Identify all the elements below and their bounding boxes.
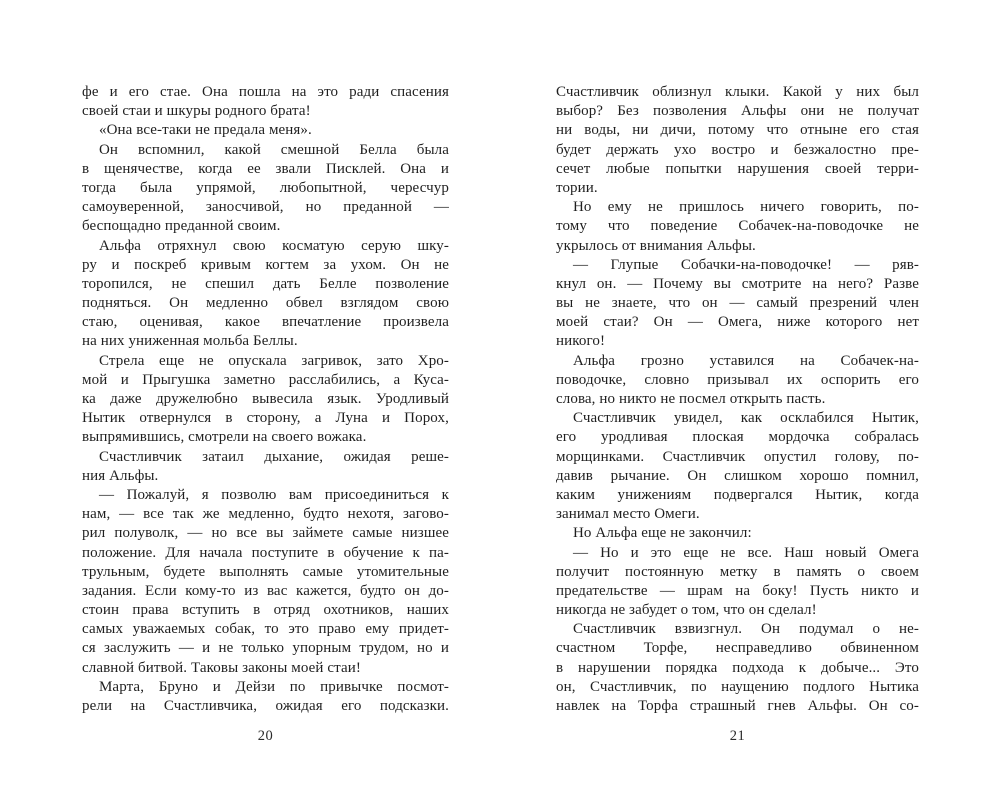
text-line: Стрела еще не опускала загривок, зато Хро- — [99, 352, 449, 369]
paragraph — [82, 121, 449, 140]
text-line: — Но и это еще не все. Наш новый Омега — [573, 544, 919, 561]
paragraph — [82, 83, 449, 121]
text-line: ка даже дружелюбно вывесила язык. Уродливый — [82, 391, 449, 407]
page-right — [500, 0, 1000, 808]
paragraph — [556, 256, 919, 352]
text-line: фе и его стае. Она пошла на это ради спасения — [82, 84, 449, 100]
text-line: поводочке, словно призывал их оспорить его — [556, 371, 919, 388]
text-line: своей стаи и шкуры родного брата! — [82, 103, 311, 120]
text-line: на них униженная мольба Беллы. — [82, 333, 298, 350]
text-line: сечет любые попытки нарушения своей терри- — [556, 160, 919, 177]
text-line: — Пожалуй, я позволю вам присоединиться к — [99, 486, 449, 503]
paragraph — [82, 352, 449, 448]
text-line: выпрямившись, смотрели на своего вожака. — [82, 429, 367, 446]
text-line: кнул он. — Почему вы смотрите на него? Разве — [556, 275, 919, 292]
text-line: беспощадно преданной своим. — [82, 218, 281, 235]
text-line: Марта, Бруно и Дейзи по привычке посмот- — [99, 678, 449, 695]
text-line: навлек на Торфа страшный гнев Альфы. Он со- — [556, 698, 919, 714]
text-line: стаю, оценивая, какое впечатление произвела — [82, 314, 449, 331]
text-line: в щенячестве, когда ее звали Писклей. Она и — [82, 160, 449, 177]
text-line: ся заслужить — и не только упорным трудом, но и — [82, 640, 449, 657]
text-line: каким унижениям подвергался Нытик, когда — [556, 486, 919, 503]
text-line: «Она все-таки не предала меня». — [99, 122, 312, 139]
paragraph — [82, 448, 449, 486]
text-line: Он вспомнил, какой смешной Белла была — [99, 141, 449, 158]
paragraph — [556, 409, 919, 524]
text-line: тории. — [556, 179, 598, 196]
text-line: выбор? Без позволения Альфы они не получат — [556, 103, 919, 120]
paragraph — [556, 524, 919, 543]
text-line: предательстве — шрам на боку! Пусть никто и — [556, 582, 919, 599]
text-line: самоуверенной, заносчивой, но преданной — — [82, 199, 449, 216]
paragraph — [556, 83, 919, 198]
text-line: трульным, будете выполнять самые утомительные — [82, 563, 449, 580]
text-line: рели на Счастливчика, ожидая его подсказки. — [82, 698, 449, 714]
paragraph — [556, 620, 919, 716]
text-line: он, Счастливчик, по наущению подлого Нытика — [556, 678, 919, 695]
text-line: нам, — все так же медленно, будто нехотя, загово- — [82, 506, 449, 523]
paragraph — [556, 544, 919, 621]
text-line: никого! — [556, 333, 606, 350]
paragraph — [82, 141, 449, 237]
text-line: Счастливчик увидел, как осклабился Нытик, — [573, 410, 919, 427]
text-line: счастном Торфе, несправедливо обвиненном — [556, 640, 919, 657]
page-left-text — [82, 83, 449, 716]
text-line: ния Альфы. — [82, 467, 159, 484]
text-line: славной битвой. Таковы законы моей стаи! — [82, 659, 361, 676]
text-line: получит постоянную метку в память о своем — [556, 563, 919, 580]
text-line: укрылось от внимания Альфы. — [556, 237, 756, 254]
text-line: моей стаи? Он — Омега, ниже которого нет — [556, 314, 919, 331]
text-line: положение. Для начала поступите в обучение к па- — [82, 544, 449, 561]
text-line: самых уважаемых собак, то это право ему придет- — [82, 621, 449, 638]
text-line: стоин права вступить в отряд охотников, наших — [82, 602, 449, 619]
page-number-left: 20 — [257, 728, 274, 744]
paragraph — [82, 237, 449, 352]
text-line: слова, но никто не посмел открыть пасть. — [556, 391, 826, 407]
text-line: рил полуволк, — но все вы займете самые низшее — [82, 525, 449, 542]
text-line: Счастливчик затаил дыхание, ожидая реше- — [99, 448, 449, 465]
text-line: Альфа отряхнул свою косматую серую шку- — [99, 237, 449, 254]
text-line: его уродливая плоская мордочка собралась — [556, 429, 919, 446]
paragraph — [556, 352, 919, 410]
page-right-text — [556, 83, 919, 716]
text-line: ни воды, ни дичи, потому что отныне его стая — [556, 122, 919, 139]
page-number-right: 21 — [729, 728, 746, 744]
paragraph — [556, 198, 919, 256]
text-line: никогда не забудет о том, что он сделал! — [556, 602, 817, 619]
text-line: вы не знаете, что он — самый презрений член — [556, 295, 919, 312]
text-line: Альфа грозно уставился на Собачек-на- — [573, 352, 919, 369]
text-line: подняться. Он медленно обвел взглядом свою — [82, 295, 449, 312]
text-line: торопился, не спешил дать Белле позволение — [82, 275, 449, 292]
text-line: тому что поведение Собачек-на-поводочке не — [556, 218, 919, 235]
paragraph — [82, 486, 449, 678]
text-line: тогда была упрямой, любопытной, чересчур — [82, 179, 449, 196]
text-line: мой и Прыгушка заметно расслабились, а Куса- — [82, 371, 449, 388]
text-line: будет держать ухо востро и безжалостно пре- — [556, 141, 919, 158]
text-line: Счастливчик взвизгнул. Он подумал о не- — [573, 621, 919, 638]
text-line: морщинками. Счастливчик опустил голову, по- — [556, 448, 919, 465]
text-line: — Глупые Собачки-на-поводочке! — ряв- — [573, 256, 919, 273]
text-line: задания. Если кому-то из вас кажется, будто он до- — [82, 582, 449, 599]
text-line: в нарушении порядка подхода к добыче... Это — [556, 659, 919, 676]
text-line: занимал место Омеги. — [556, 506, 700, 523]
paragraph — [82, 678, 449, 716]
text-line: давив рычание. Он слишком хорошо помнил, — [556, 467, 919, 484]
text-line: ру и поскреб кривым когтем за ухом. Он не — [82, 256, 449, 273]
text-line: Нытик отвернулся в сторону, а Луна и Порох, — [82, 410, 449, 427]
text-line: Но ему не пришлось ничего говорить, по- — [573, 199, 919, 216]
text-line: Счастливчик облизнул клыки. Какой у них был — [556, 84, 919, 100]
text-line: Но Альфа еще не закончил: — [573, 525, 752, 542]
